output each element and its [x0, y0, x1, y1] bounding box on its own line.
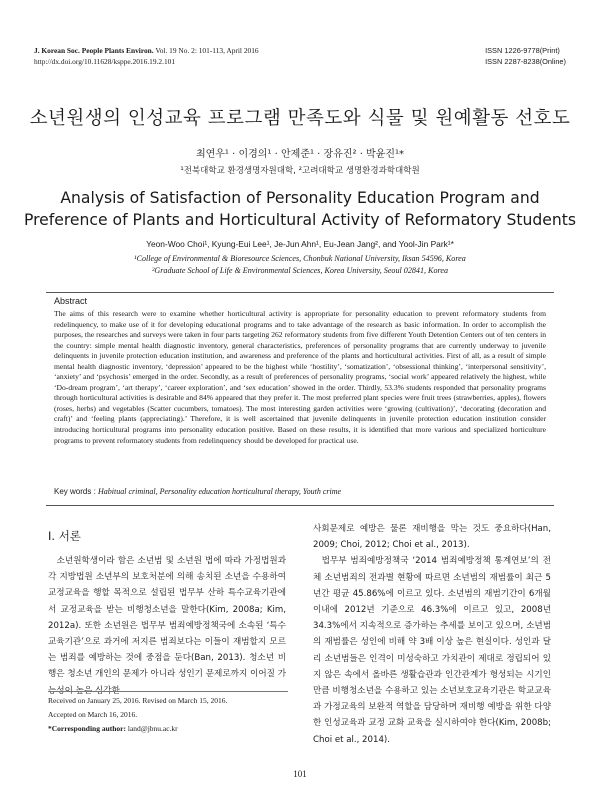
journal-volume: Vol. 19 No. 2: 101-113, April 2016 — [155, 46, 259, 55]
issn-print: ISSN 1226-9778(Print) — [485, 46, 560, 55]
footnotes — [48, 694, 288, 736]
korean-authors: 최연우¹ · 이경의¹ · 안제준¹ · 장유진² · 박윤진¹* — [195, 149, 405, 160]
abstract-text: The aims of this research were to examine whether horticultural activity is appropriate for personality education to prevent reformatory students from redelinquency, to make use of it for developing educational programs and to take advantage of the research as basic information. In order to accomplish the purposes, the researches and surveys were taken in four parts targeting 262 reformatory students from five different Youth Detention Centers out of ten centers in the country: simple mental health diagnostic inventory, general characteristics, preferences of personality programs that are currently underway to juvenile delinquents in juvenile protection education institution, and awareness and preference of the plants and horticultural activities. First of all, as a result of simple mental health diagnostic inventory, ‘depression’ appeared to be the highest while ‘hostility’, ‘somatization’, ‘obsessional thinking’, ‘interpersonal sensitivity’, ‘anxiety’ and ‘psychosis’ emerged in the order. Secondly, as a result of preferences of personality programs, ‘social work’ appeared relatively the highest, while ‘Do-dream program’, ‘art therapy’, ‘career exploration’, and ‘sex education’ showed in the order. Thirdly, 53.3% students responded that personality programs through horticultural activities is desirable and 84% appeared that they prefer it. The most preferred plant species were fruit trees (strawberries, apples), flowers (roses, herbs) and vegetables (Scatter cucumbers, tomatoes). The most interesting garden activities were ‘growing (cultivation)’, ‘decorating (decoration and craft)’ and ‘feeling plants (appreciating).’ Therefore, it is well ascertained that juvenile delinquents in juvenile protection education institution consider introducing horticultural programs into personality education positive. Based on these results, it is identified that more various and specialized horticulture programs to prevent reformatory students from redelinquency should be developed for practical use. — [54, 309, 546, 445]
section-heading-introduction: Ⅰ. 서론 — [48, 529, 81, 543]
issn-online: ISSN 2287-8238(Online) — [485, 57, 566, 66]
keywords-values: Habitual criminal, Personality education horticultural therapy, Youth crime — [98, 487, 342, 496]
journal-name: J. Korean Soc. People Plants Environ. — [34, 46, 154, 55]
keywords — [54, 487, 341, 496]
corresponding-label: *Corresponding author: — [48, 724, 126, 733]
english-authors: Yeon-Woo Choi¹, Kyung-Eui Lee¹, Je-Jun Ahn¹, Eu-Jean Jang², and Yool-Jin Park¹* — [146, 239, 454, 249]
right-paragraph-2: 법무부 범죄예방정책국 ‘2014 범죄예방정책 통계연보’의 전체 소년범죄의 전과별 현황에 따르면 소년범의 재범률이 최근 5년간 평균 45.86%에 이르고 있다. 소년범의 재범기간이 6개월 이내에 2012년 기준으로 46.3%에 이르고 있고, 2008년 34.3%에서 지속적으로 증가하는 추세를 보이고 있으며, 소년범의 재범률은 성인에 비해 약 3배 이상 높은 현실이다. 성인과 달리 소년범들은 인격이 미성숙하고 가치관이 제대로 정립되어 있지 않은 속에서 올바른 생활습관과 인간관계가 형성되는 시기인 만큼 비행청소년을 수용하고 있는 소년보호교육기관은 학교교육과 가정교육의 보완적 역할을 담당하며 재비행 예방을 위한 다양한 인성교육과 교정 교화 교육을 실시하여야 한다(Kim, 2008b; Choi et al., 2014). — [313, 556, 551, 745]
footnote-rule — [48, 691, 288, 692]
page-number: 101 — [293, 769, 307, 779]
english-affiliation-1: ¹College of Environmental & Bioresource Sciences, Chonbuk National University, Iksan 54596, Korea — [134, 254, 466, 263]
keywords-label: Key words : — [54, 487, 96, 496]
corresponding-email[interactable]: land@jbnu.ac.kr — [127, 724, 178, 733]
left-column — [48, 553, 286, 699]
korean-title: 소년원생의 인성교육 프로그램 만족도와 식물 및 원예활동 선호도 — [29, 108, 571, 129]
issn-block — [485, 45, 566, 67]
abstract-heading: Abstract — [54, 296, 88, 306]
korean-affiliations: ¹전북대학교 환경생명자원대학, ²고려대학교 생명환경과학대학원 — [180, 166, 420, 176]
left-paragraph: 소년원학생이라 함은 소년범 및 소년원 법에 따라 가정법원과 각 지방법원 소년부의 보호처분에 의해 송치된 소년을 수용하여 교정교육을 행할 목적으로 설립된 법무부 산하 특수교육기관에서 교정교육을 받는 비행청소년을 말한다(Kim, 2008a; Kim, 2012a). 또한 소년원은 법무부 범죄예방정책국에 소속된 ‘특수교육기관’으로 과거에 저지른 범죄보다는 이들이 재범할지 모르는 범죄를 예방하는 것에 중점을 둔다(Ban, 2013). 청소년 비행은 청소년 개인의 문제가 아니라 성인기 문제로까지 이어질 가 — [48, 556, 286, 680]
doi-link[interactable]: http://dx.doi.org/10.11628/ksppe.2016.19.2.101 — [34, 57, 176, 66]
journal-header — [34, 45, 259, 67]
english-title: Analysis of Satisfaction of Personality Education Program and Preference of Plants and Horticultural Activity of Reformatory Students — [23, 189, 577, 229]
footnote-corresponding — [48, 722, 288, 736]
abstract-top-rule — [46, 292, 554, 293]
english-affiliation-2: ²Graduate School of Life & Environmental Sciences, Korea University, Seoul 02841, Korea — [151, 265, 448, 275]
right-paragraph-1: 사회문제로 예방은 물론 재비행을 막는 것도 중요하다(Han, 2009; Choi, 2012; Choi et al., 2013). — [313, 524, 551, 551]
right-column — [313, 521, 551, 748]
english-affiliations — [0, 253, 600, 276]
footnote-accepted: Accepted on March 16, 2016. — [48, 710, 138, 719]
abstract-bottom-rule — [46, 505, 554, 506]
footnote-received: Received on January 25, 2016. Revised on March 15, 2016. — [48, 696, 228, 705]
